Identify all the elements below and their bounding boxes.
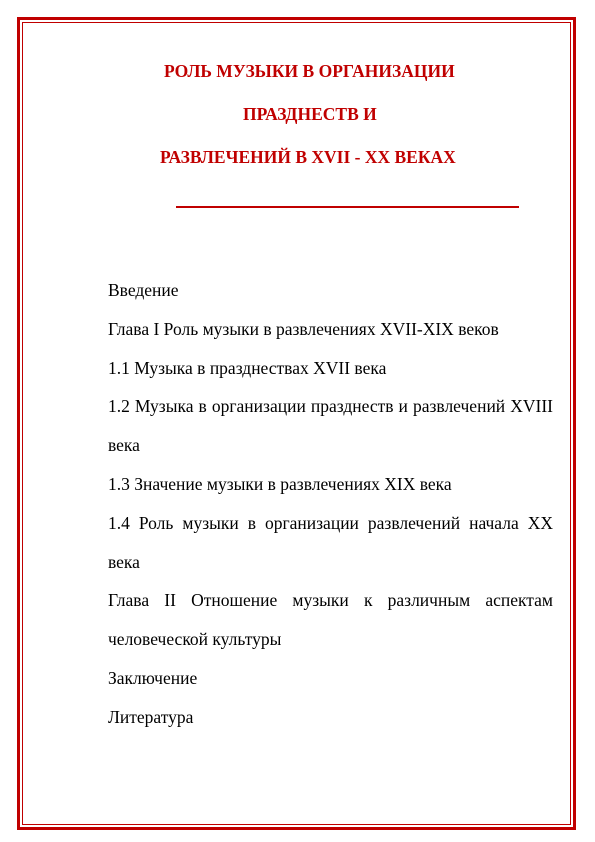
toc-item-chapter-1: Глава I Роль музыки в развлечениях XVII-XIX веков bbox=[108, 318, 499, 339]
title-underline bbox=[176, 206, 519, 208]
toc-item-conclusion: Заключение bbox=[108, 667, 198, 688]
toc-item-section-1-3: 1.3 Значение музыки в развлечениях XIX века bbox=[108, 473, 452, 494]
toc-item-section-1-1: 1.1 Музыка в празднествах XVII века bbox=[108, 357, 387, 378]
toc-item-literature: Литература bbox=[108, 706, 194, 727]
title-line-1: РОЛЬ МУЗЫКИ В ОРГАНИЗАЦИИ bbox=[164, 61, 455, 81]
toc-item-chapter-2: Глава II Отношение музыки к различным аспектам человеческой культуры bbox=[108, 590, 553, 650]
toc-item-introduction: Введение bbox=[108, 280, 179, 300]
title-line-2: ПРАЗДНЕСТВ И bbox=[243, 104, 377, 124]
toc-item-section-1-4: 1.4 Роль музыки в организации развлечений начала XX века bbox=[108, 512, 553, 572]
title-line-3: РАЗВЛЕЧЕНИЙ В XVII - XX ВЕКАХ bbox=[160, 147, 456, 167]
toc-item-section-1-2: 1.2 Музыка в организации празднеств и развлечений XVIII века bbox=[108, 396, 553, 456]
table-of-contents bbox=[108, 271, 553, 737]
